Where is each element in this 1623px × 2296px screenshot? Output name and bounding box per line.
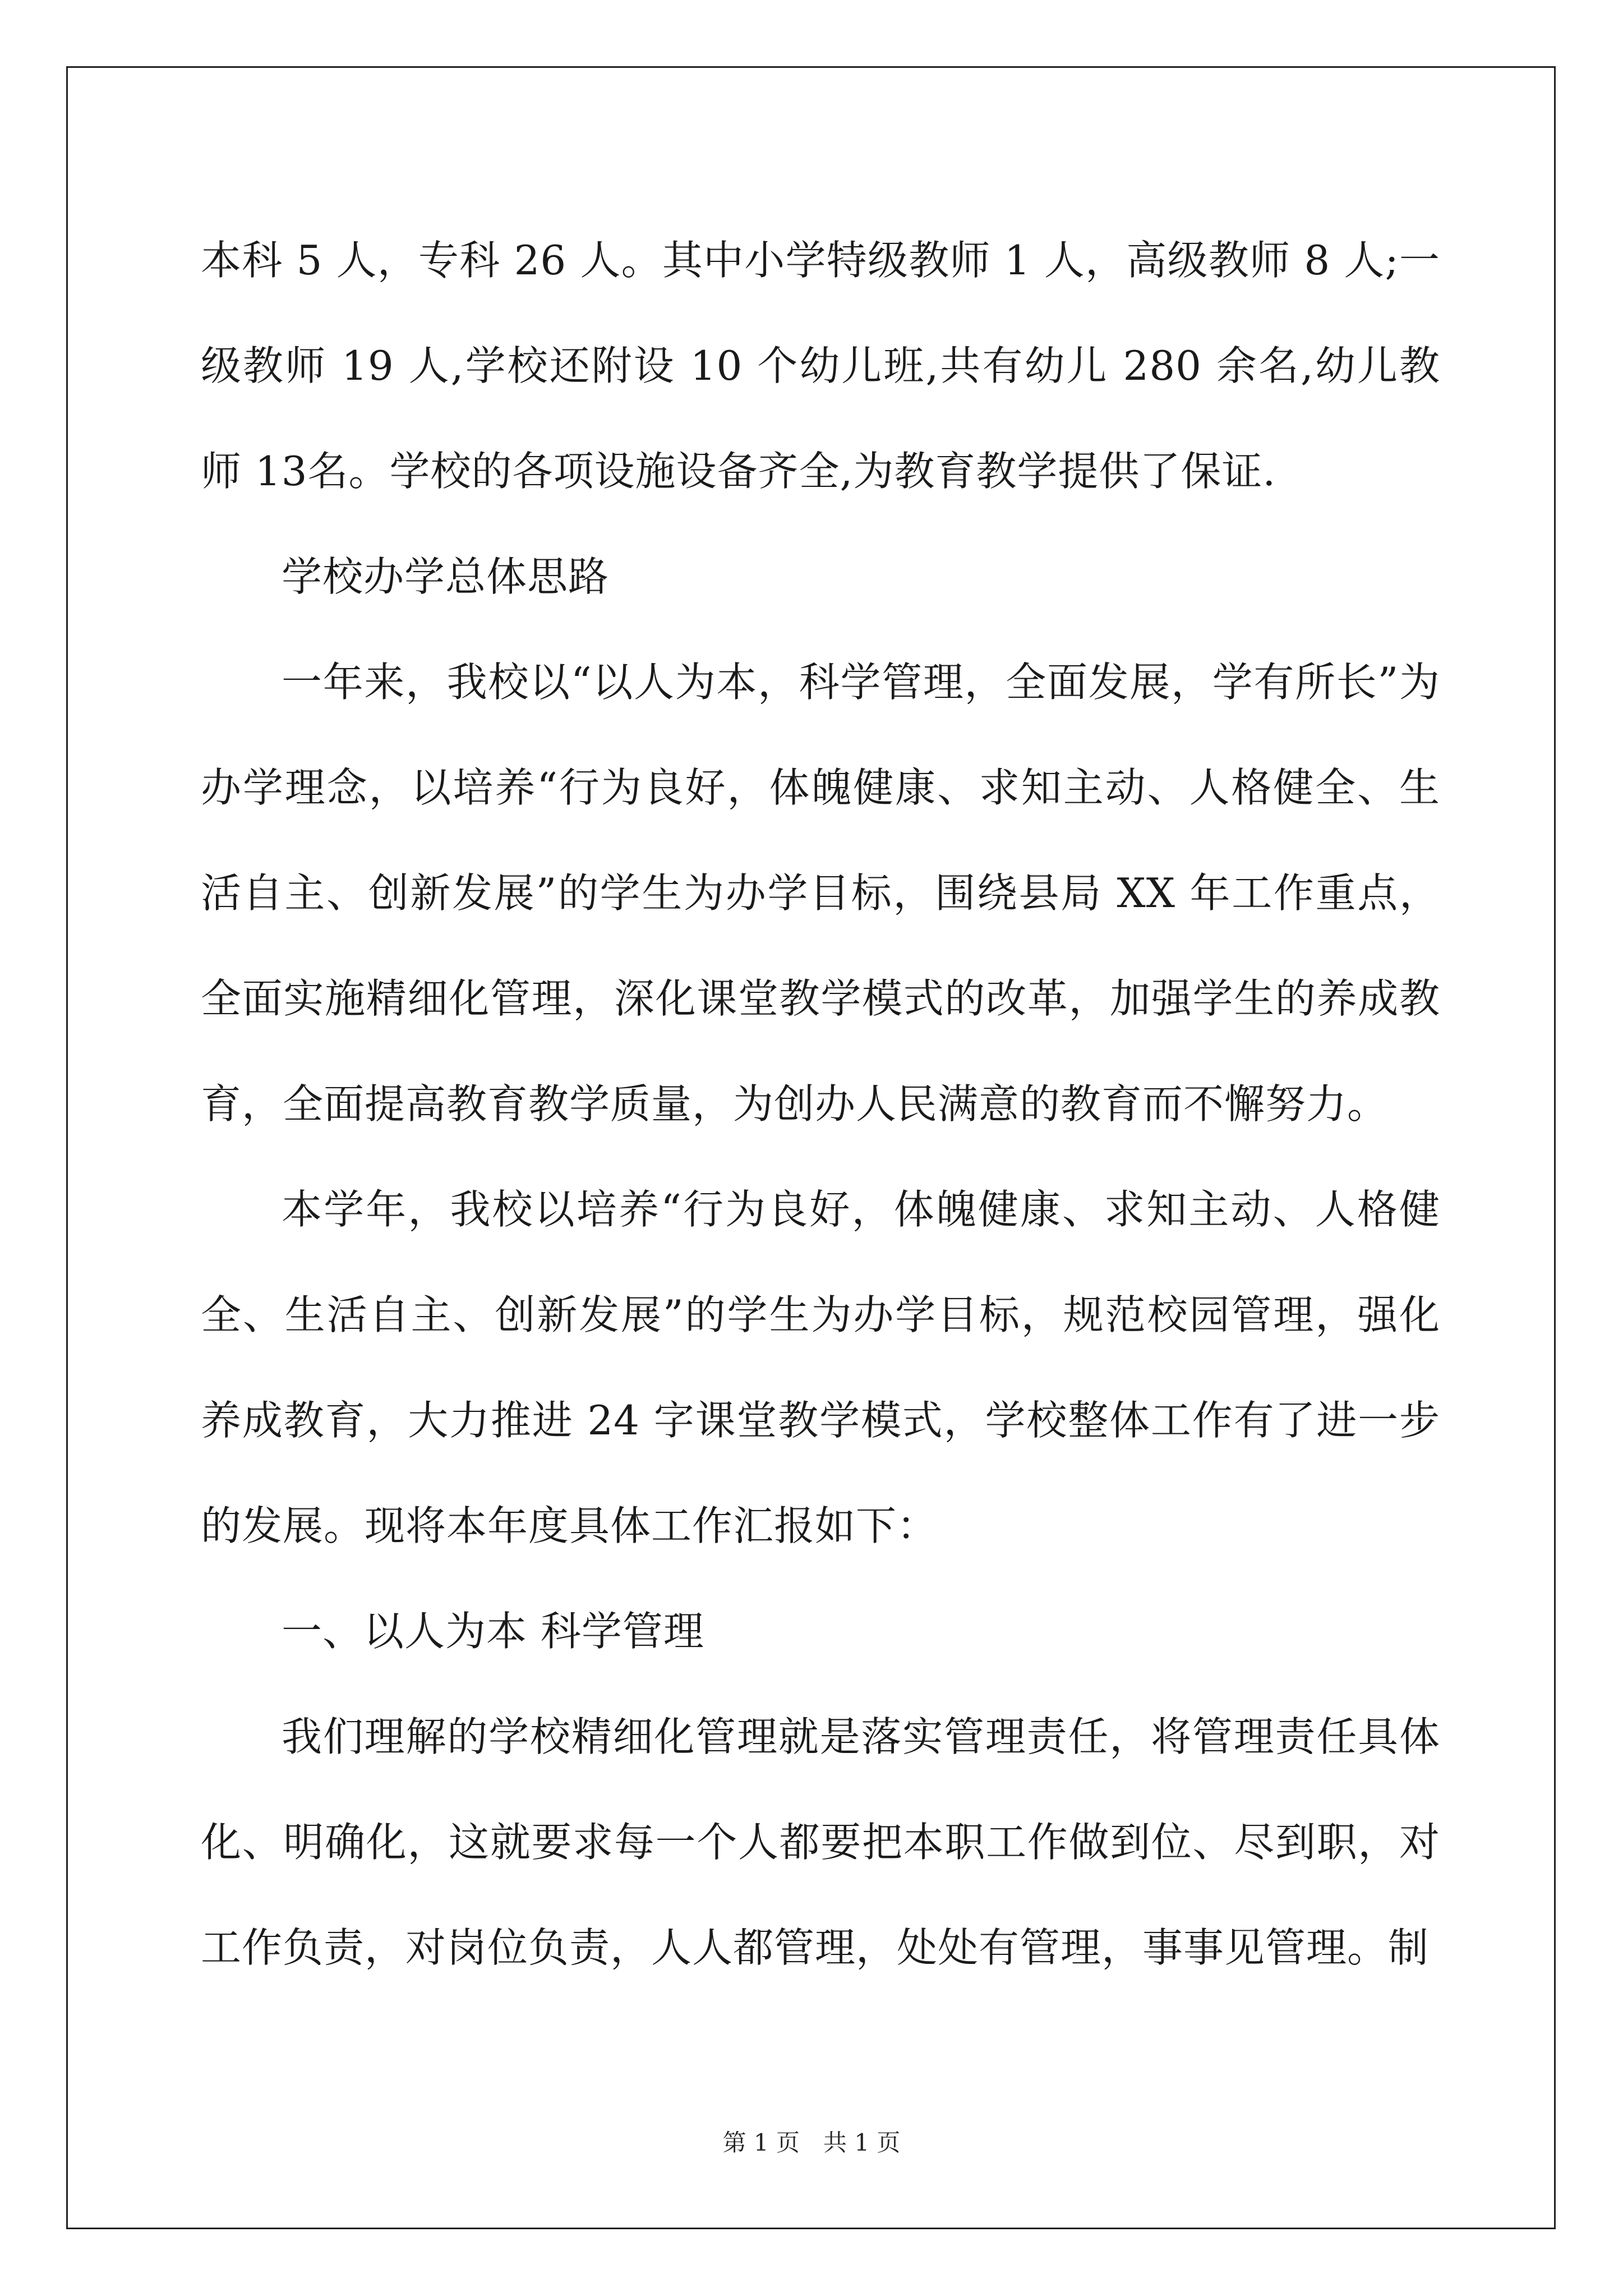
- heading-school-overall-approach: 学校办学总体思路: [282, 553, 610, 600]
- paragraph-staff-stats: 本科 5 人，专科 26 人。其中小学特级教师 1 人，高级教师 8 人;一级教师 19 人,学校还附设 10 个幼儿班,共有幼儿 280 余名,幼儿教师 13名。学校的各项设施设备齐全,为教育教学提供了保证.: [201, 237, 1440, 495]
- paragraph-school-philosophy: 一年来，我校以“以人为本，科学管理，全面发展，学有所长”为办学理念，以培养“行为良好，体魄健康、求知主动、人格健全、生活自主、创新发展”的学生为办学目标，围绕县局 XX 年工作重点，全面实施精细化管理，深化课堂教学模式的改革，加强学生的养成教育，全面提高教育教学质量，为创办人民满意的教育而不懈努力。: [201, 659, 1440, 1128]
- heading-section-one: 一、以人为本 科学管理: [282, 1608, 704, 1655]
- document-body: [201, 208, 1440, 2000]
- page-number-footer: 第 1 页 共 1 页: [722, 2129, 901, 2156]
- paragraph-refined-management: 我们理解的学校精细化管理就是落实管理责任，将管理责任具体化、明确化，这就要求每一个人都要把本职工作做到位、尽到职，对工作负责，对岗位负责，人人都管理，处处有管理，事事见管理。制: [201, 1713, 1440, 1971]
- paragraph-annual-summary: 本学年，我校以培养“行为良好，体魄健康、求知主动、人格健全、生活自主、创新发展”的学生为办学目标，规范校园管理，强化养成教育，大力推进 24 字课堂教学模式，学校整体工作有了进一步的发展。现将本年度具体工作汇报如下：: [201, 1186, 1440, 1549]
